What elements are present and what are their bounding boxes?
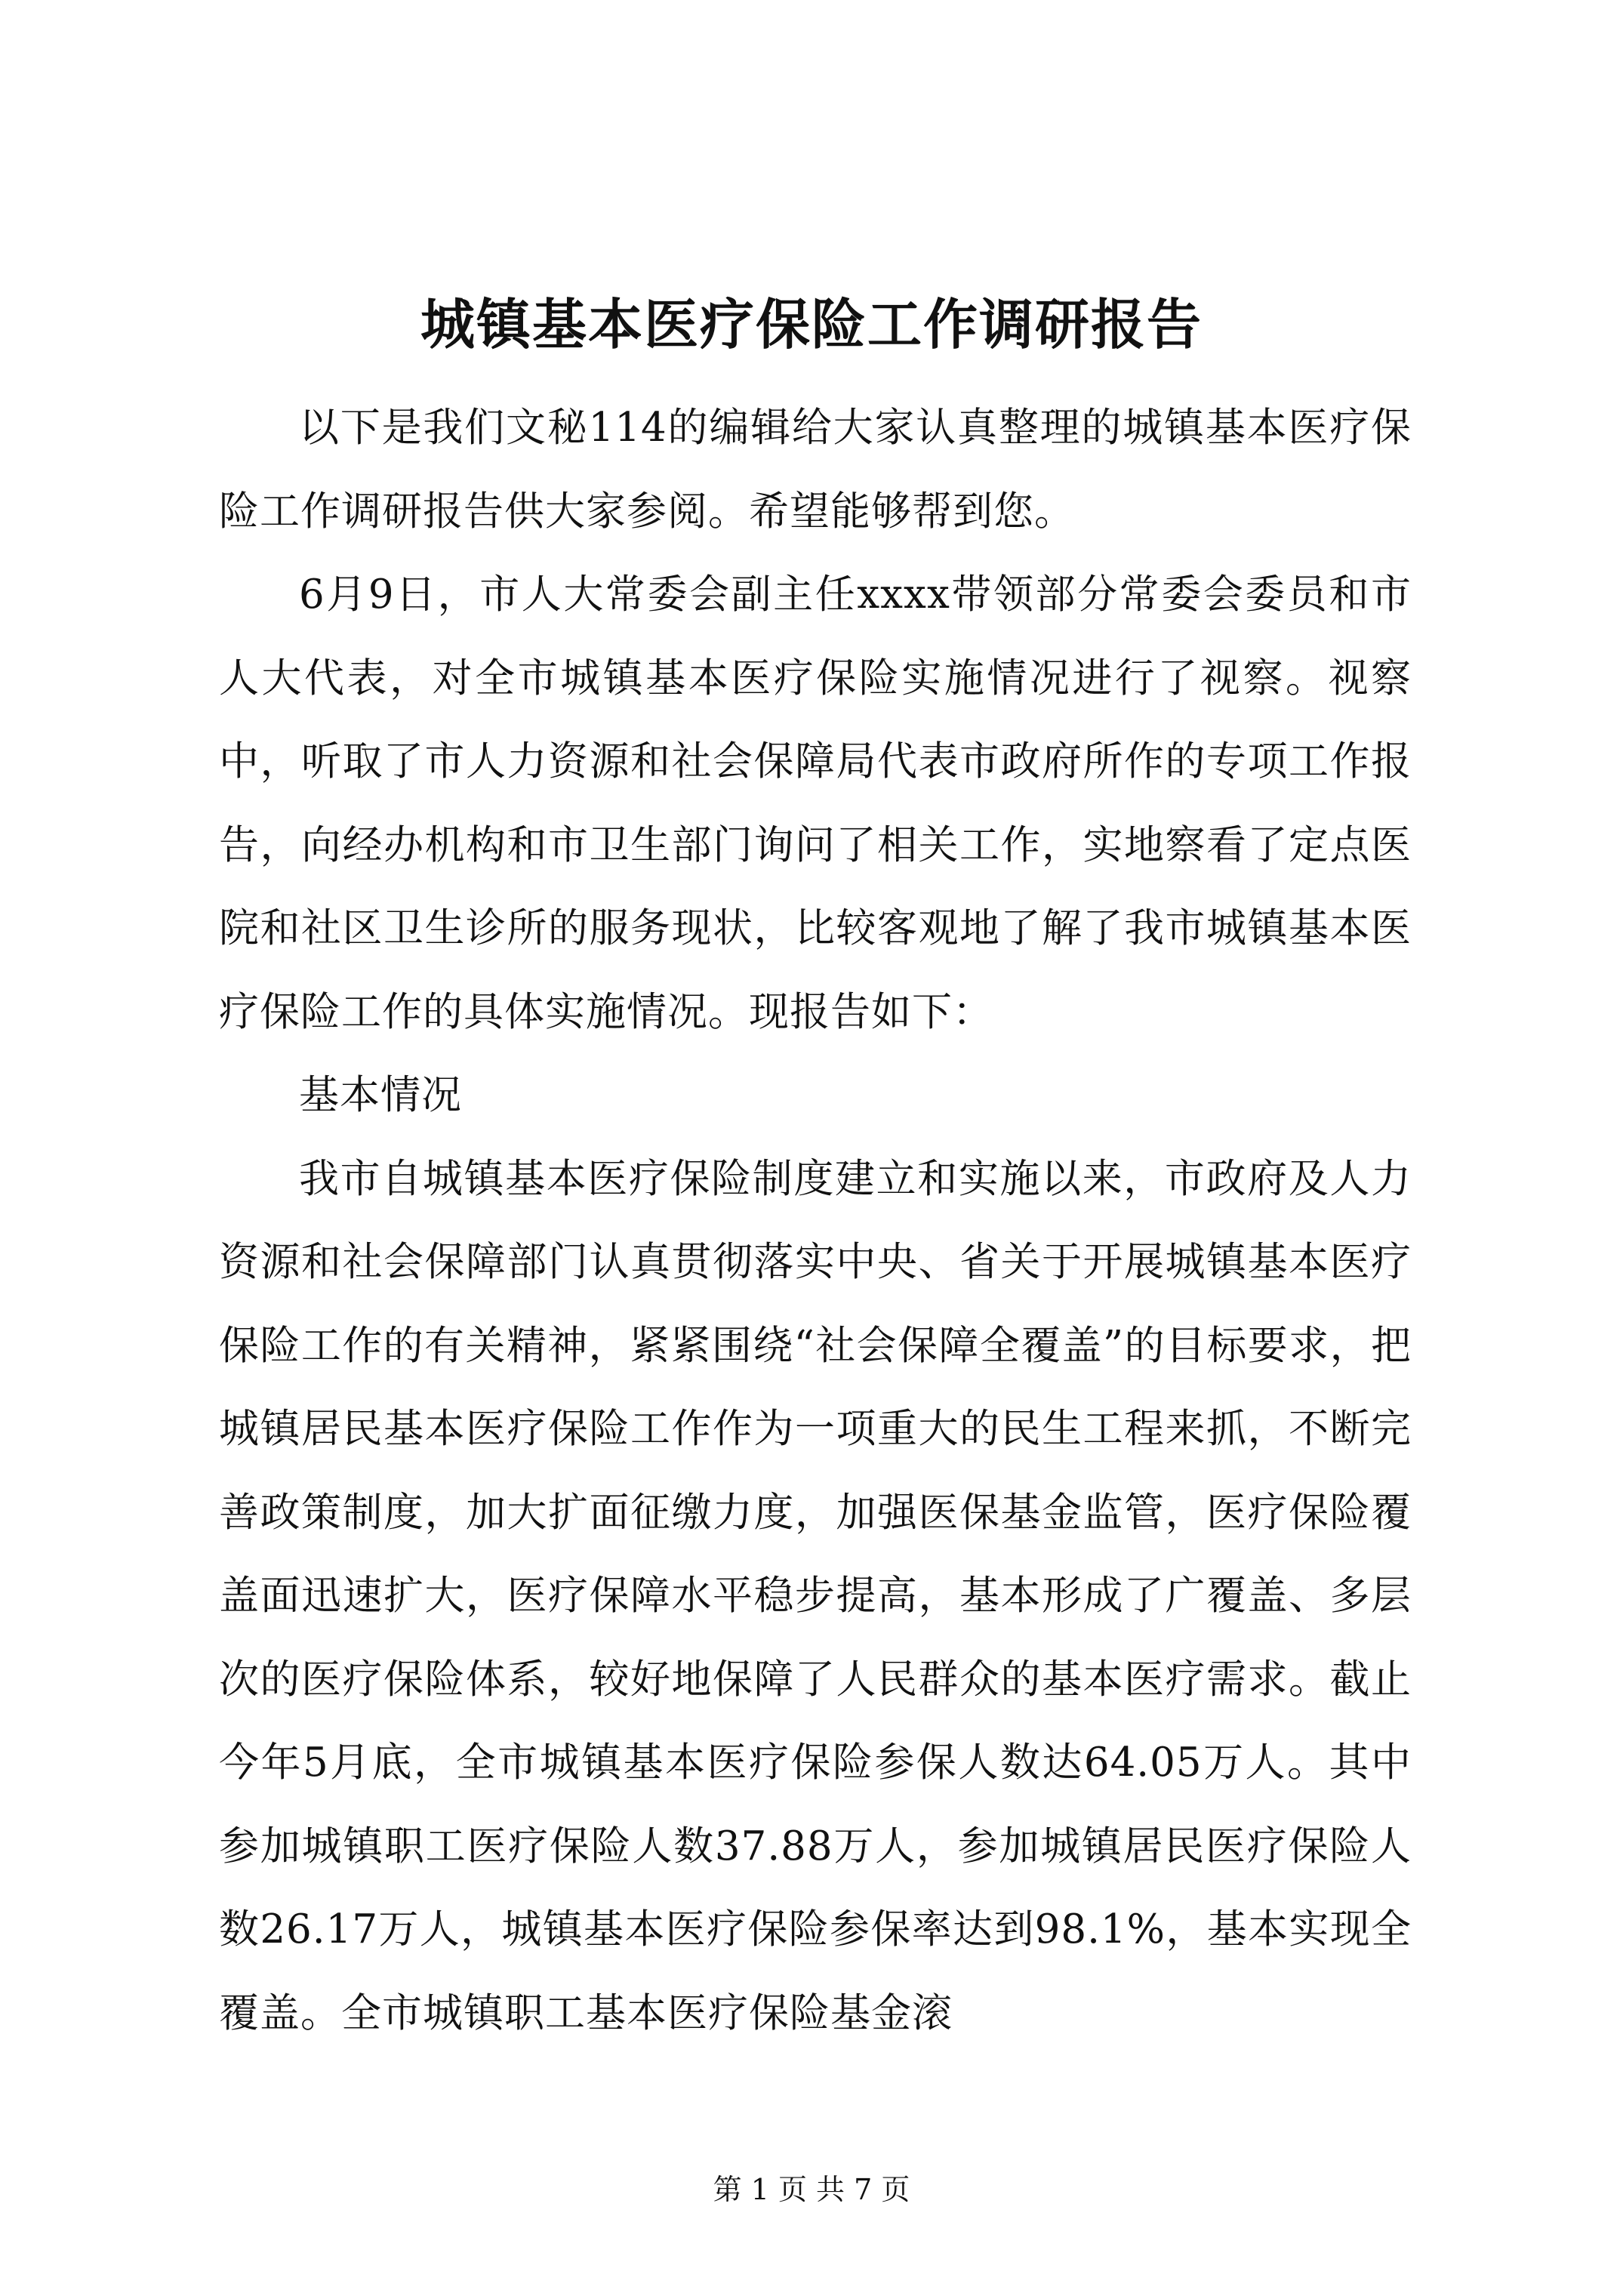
basic-situation-paragraph: 我市自城镇基本医疗保险制度建立和实施以来，市政府及人力资源和社会保障部门认真贯彻落实中央、省关于开展城镇基本医疗保险工作的有关精神，紧紧围绕“社会保障全覆盖”的目标要求，把城镇居民基本医疗保险工作作为一项重大的民生工程来抓，不断完善政策制度，加大扩面征缴力度，加强医保基金监管，医疗保险覆盖面迅速扩大，医疗保障水平稳步提高，基本形成了广覆盖、多层次的医疗保险体系，较好地保障了人民群众的基本医疗需求。截止今年5月底，全市城镇基本医疗保险参保人数达64.05万人。其中参加城镇职工医疗保险人数37.88万人，参加城镇居民医疗保险人数26.17万人，城镇基本医疗保险参保率达到98.1%，基本实现全覆盖。全市城镇职工基本医疗保险基金滚 bbox=[219, 1155, 1412, 2036]
document-title: 城镇基本医疗保险工作调研报告 bbox=[420, 292, 1203, 356]
page-number-footer: 第 1 页 共 7 页 bbox=[713, 2173, 910, 2206]
document-body bbox=[219, 387, 1412, 2055]
section-heading-basic-situation: 基本情况 bbox=[299, 1072, 462, 1118]
intro-paragraph: 以下是我们文秘114的编辑给大家认真整理的城镇基本医疗保险工作调研报告供大家参阅。希望能够帮到您。 bbox=[219, 405, 1412, 535]
inspection-paragraph: 6月9日，市人大常委会副主任xxxx带领部分常委会委员和市人大代表，对全市城镇基本医疗保险实施情况进行了视察。视察中，听取了市人力资源和社会保障局代表市政府所作的专项工作报告，向经办机构和市卫生部门询问了相关工作，实地察看了定点医院和社区卫生诊所的服务现状，比较客观地了解了我市城镇基本医疗保险工作的具体实施情况。现报告如下： bbox=[219, 572, 1412, 1035]
